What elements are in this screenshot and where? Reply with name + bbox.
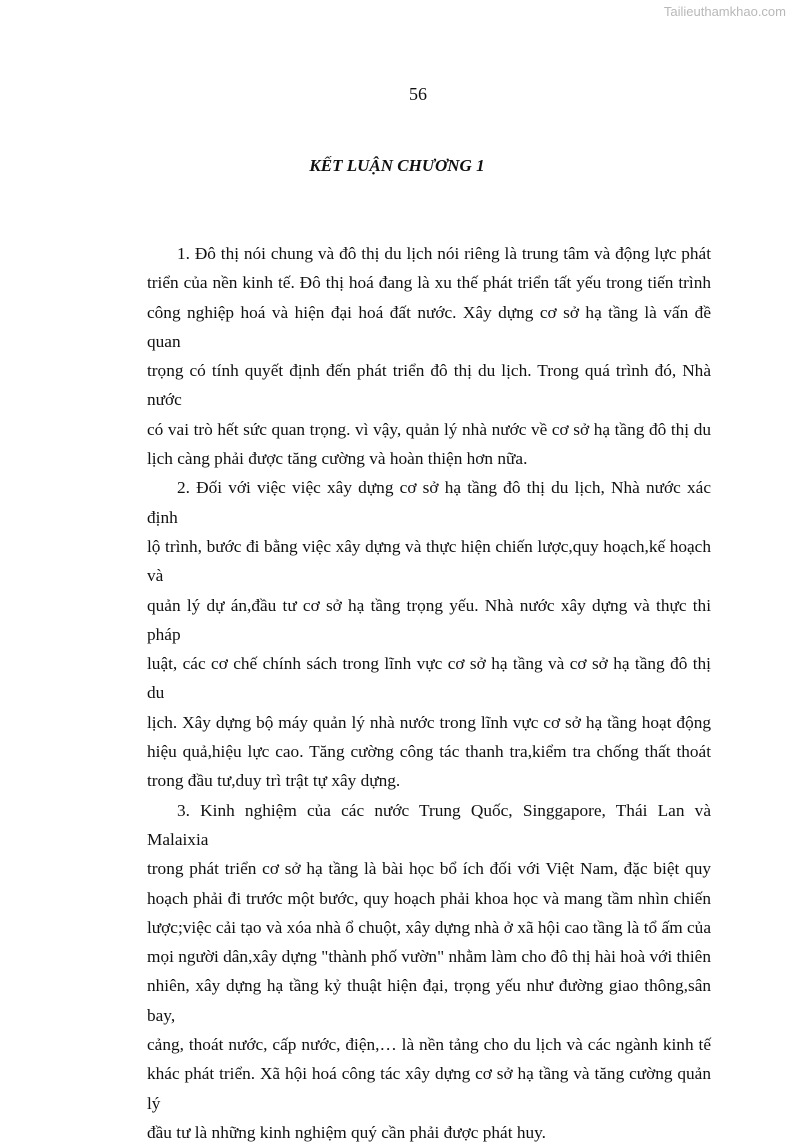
- text-line: cảng, thoát nước, cấp nước, điện,… là nền tảng cho du lịch và các ngành kinh tế: [147, 1035, 711, 1055]
- paragraph-3: [147, 796, 711, 1147]
- text-line: khác phát triển. Xã hội hoá công tác xây dựng cơ sở hạ tầng và tăng cường quản lý: [147, 1064, 711, 1113]
- text-line: đầu tư là những kinh nghiệm quý cần phải được phát huy.: [147, 1122, 546, 1142]
- text-line: trong phát triển cơ sở hạ tầng là bài học bổ ích đối với Việt Nam, đặc biệt quy: [147, 859, 711, 879]
- text-line: 3. Kinh nghiệm của các nước Trung Quốc, Singgapore, Thái Lan và Malaixia: [147, 800, 711, 849]
- text-line: lược;việc cải tạo và xóa nhà ổ chuột, xây dựng nhà ở xã hội cao tầng là tổ ấm của: [147, 917, 711, 937]
- text-line: công nghiệp hoá và hiện đại hoá đất nước. Xây dựng cơ sở hạ tầng là vấn đề quan: [147, 302, 711, 351]
- text-line: có vai trò hết sức quan trọng. vì vậy, quản lý nhà nước về cơ sở hạ tầng đô thị du: [147, 419, 711, 439]
- page-number: 56: [409, 84, 427, 104]
- text-line: nhiên, xây dựng hạ tầng kỷ thuật hiện đại, trọng yếu như đường giao thông,sân bay,: [147, 976, 711, 1025]
- document-body: [147, 239, 711, 1147]
- text-line: lộ trình, bước đi bằng việc xây dựng và thực hiện chiến lược,quy hoạch,kế hoạch và: [147, 536, 711, 586]
- chapter-conclusion-title: KẾT LUẬN CHƯƠNG 1: [309, 156, 485, 175]
- text-line: hoạch phải đi trước một bước, quy hoạch phải khoa học và mang tầm nhìn chiến: [147, 888, 711, 908]
- text-line: triển của nền kinh tế. Đô thị hoá đang là xu thế phát triển tất yếu trong tiến trình: [147, 273, 711, 293]
- text-line: trong đầu tư,duy trì trật tự xây dựng.: [147, 771, 401, 791]
- text-line: trọng có tính quyết định đến phát triển đô thị du lịch. Trong quá trình đó, Nhà nước: [147, 361, 711, 410]
- text-line: hiệu quả,hiệu lực cao. Tăng cường công tác thanh tra,kiểm tra chống thất thoát: [147, 742, 711, 762]
- text-line: quản lý dự án,đầu tư cơ sở hạ tầng trọng yếu. Nhà nước xây dựng và thực thi pháp: [147, 595, 711, 644]
- paragraph-2: [147, 473, 711, 795]
- text-line: 2. Đối với việc việc xây dựng cơ sở hạ tầng đô thị du lịch, Nhà nước xác định: [147, 478, 711, 527]
- text-line: mọi người dân,xây dựng "thành phố vườn" nhằm làm cho đô thị hài hoà với thiên: [147, 947, 711, 967]
- text-line: lịch càng phải được tăng cường và hoàn thiện hơn nữa.: [147, 449, 528, 469]
- text-line: luật, các cơ chế chính sách trong lĩnh vực cơ sở hạ tầng và cơ sở hạ tầng đô thị du: [147, 654, 711, 703]
- watermark: Tailieuthamkhao.com: [663, 4, 786, 19]
- text-line: 1. Đô thị nói chung và đô thị du lịch nói riêng là trung tâm và động lực phát: [177, 244, 711, 263]
- text-line: lịch. Xây dựng bộ máy quản lý nhà nước trong lĩnh vực cơ sở hạ tầng hoạt động: [147, 712, 711, 732]
- paragraph-1: [147, 239, 711, 473]
